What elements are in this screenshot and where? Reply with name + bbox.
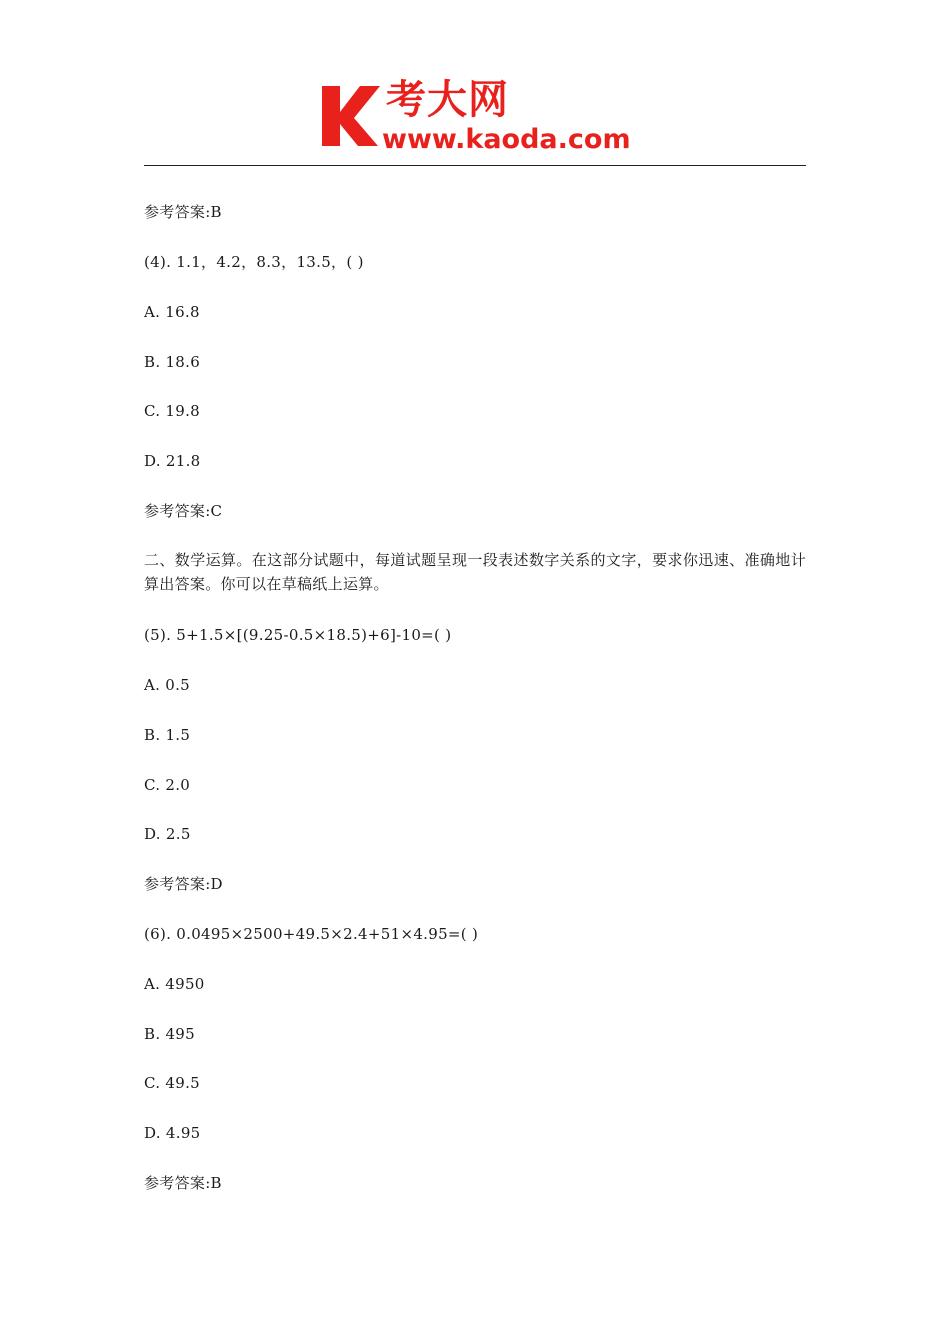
answer-key: 参考答案:D — [144, 875, 223, 893]
header-divider — [144, 165, 806, 166]
answer-key: 参考答案:B — [144, 1174, 222, 1192]
option-a: A. 4950 — [144, 975, 205, 993]
answer-key: 参考答案:C — [144, 502, 223, 520]
question-4: (4). 1.1，4.2，8.3，13.5，( ) — [144, 253, 364, 271]
k-logo-icon — [320, 82, 382, 148]
option-c: C. 2.0 — [144, 776, 191, 794]
section-intro: 二、数学运算。在这部分试题中，每道试题呈现一段表述数字关系的文字，要求你迅速、准确地计算出答案。你可以在草稿纸上运算。 — [144, 551, 806, 593]
option-b: B. 18.6 — [144, 353, 201, 371]
option-d: D. 2.5 — [144, 825, 191, 843]
option-b: B. 1.5 — [144, 726, 191, 744]
option-c: C. 49.5 — [144, 1074, 200, 1092]
answer-key: 参考答案:B — [144, 203, 222, 221]
option-c: C. 19.8 — [144, 402, 200, 420]
option-a: A. 16.8 — [144, 303, 200, 321]
option-d: D. 21.8 — [144, 452, 201, 470]
page-header — [144, 60, 806, 166]
logo-url-text: www.kaoda.com — [382, 124, 631, 155]
question-6: (6). 0.0495×2500+49.5×2.4+51×4.95=( ) — [144, 925, 479, 943]
option-d: D. 4.95 — [144, 1124, 201, 1142]
option-a: A. 0.5 — [144, 676, 191, 694]
logo-text-cn: 考大网 — [386, 77, 509, 123]
question-5: (5). 5+1.5×[(9.25-0.5×18.5)+6]-10=( ) — [144, 626, 452, 644]
kaoda-logo[interactable] — [320, 78, 640, 160]
option-b: B. 495 — [144, 1025, 195, 1043]
